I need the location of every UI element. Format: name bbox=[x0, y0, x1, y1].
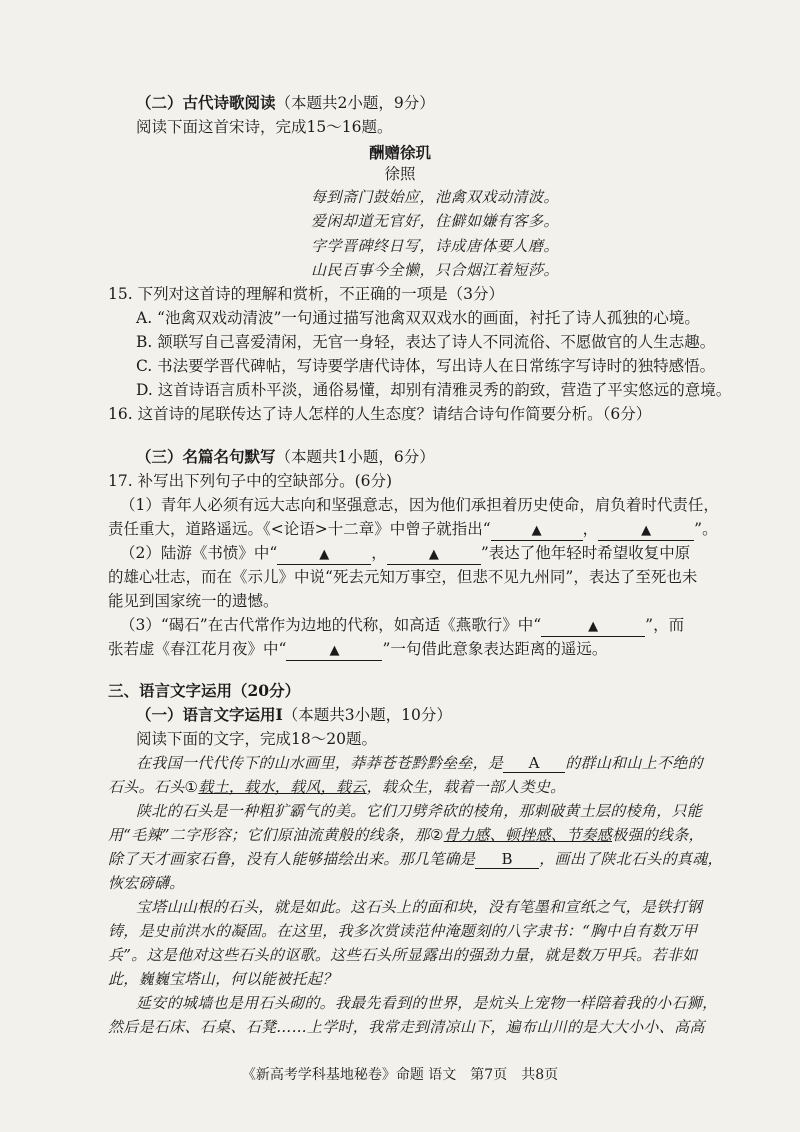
answer-blank[interactable] bbox=[277, 544, 371, 565]
text-run: ，载众生，载着一部人类史。 bbox=[366, 778, 566, 796]
section-heading-note: （本题共3小题，10分） bbox=[282, 706, 452, 724]
text-run: 张若虚《春江花月夜》中“ bbox=[108, 640, 287, 658]
answer-blank[interactable] bbox=[387, 544, 481, 565]
triangle-marker-icon: ▲ bbox=[531, 523, 542, 538]
section-heading-note: （本题共2小题，9分） bbox=[275, 94, 435, 112]
question-17-part2-line1 bbox=[120, 543, 690, 565]
underlined-phrase-1: 载土，载水，载风，载云 bbox=[198, 778, 367, 796]
triangle-marker-icon: ▲ bbox=[319, 547, 330, 562]
poem-line: 每到斋门鼓始应，池禽双戏动清波。 bbox=[311, 188, 560, 206]
passage-line: 宝塔山山根的石头，就是如此。这石头上的面和块，没有笔墨和宣纸之气，是铁打钢 bbox=[136, 898, 703, 916]
passage-line: 兵”。这是他对这些石头的讴歌。这些石头所显露出的强劲力量，就是数万甲兵。若非如 bbox=[108, 946, 698, 964]
question-17-part2-line3: 能见到国家统一的遗憾。 bbox=[108, 592, 279, 610]
text-run: （3）“碣石”在古代常作为边地的代称，如高适《燕歌行》中“ bbox=[120, 616, 542, 634]
poem-author: 徐照 bbox=[384, 165, 416, 183]
passage-line bbox=[136, 753, 703, 773]
question-17-part2-line2: 的雄心壮志，而在《示儿》中说“死去元知万事空，但悲不见九州同”，表达了至死也未 bbox=[108, 568, 698, 586]
page-footer: 《新高考学科基地秘卷》命题 语文 第7页 共8页 bbox=[241, 1067, 559, 1083]
text-run: 除了天才画家石鲁，没有人能够描绘出来。那几笔确是 bbox=[108, 850, 476, 868]
question-17-part1-line2 bbox=[108, 519, 718, 541]
question-17-part1-line1: （1）青年人必须有远大志向和坚强意志，因为他们承担着历史使命，肩负着时代责任， bbox=[120, 496, 719, 514]
passage-line bbox=[108, 849, 723, 869]
text-run: ， bbox=[371, 544, 387, 562]
underlined-phrase-2: 骨力感、顿挫感、节奏感 bbox=[443, 826, 613, 844]
part-heading-language-use: 三、语言文字运用（20分） bbox=[108, 681, 301, 700]
text-run: ”，而 bbox=[645, 616, 685, 634]
section-heading-recitation bbox=[136, 447, 435, 467]
question-17-stem: 17. 补写出下列句子中的空缺部分。(6分) bbox=[108, 472, 393, 490]
text-run: （2）陆游《书愤》中“ bbox=[120, 544, 278, 562]
text-run: 极强的线条， bbox=[612, 826, 704, 844]
question-17-part3-line2 bbox=[108, 639, 607, 661]
text-run: ，画出了陕北石头的真魂， bbox=[539, 850, 723, 868]
poem-line: 山民百事今全懒，只合烟江着短莎。 bbox=[311, 261, 560, 279]
text-run: 的群山和山上不绝的 bbox=[565, 754, 703, 772]
triangle-marker-icon: ▲ bbox=[588, 619, 599, 634]
section-heading-text: （一）语言文字运用Ⅰ bbox=[136, 705, 283, 724]
question-15-option-b: B. 颔联写自己喜爱清闲，无官一身轻，表达了诗人不同流俗、不愿做官的人生志趣。 bbox=[136, 333, 716, 351]
question-17-part3-line1 bbox=[120, 615, 684, 637]
circled-number-marker: ① bbox=[184, 778, 199, 796]
text-run: ”一句借此意象表达距离的遥远。 bbox=[382, 640, 608, 658]
passage-line: 然后是石床、石桌、石凳……上学时，我常走到清凉山下，遍布山川的是大大小小、高高 bbox=[108, 1018, 705, 1036]
triangle-marker-icon: ▲ bbox=[428, 547, 439, 562]
section-heading-text: （二）古代诗歌阅读 bbox=[136, 93, 276, 112]
section-heading-text: （三）名篇名句默写 bbox=[136, 447, 276, 466]
poem-line: 字学晋碑终日写，诗成唐体要人磨。 bbox=[311, 237, 560, 255]
sub-heading-language-use-1 bbox=[136, 705, 452, 725]
question-15-option-a: A. “池禽双戏动清波”一句通过描写池禽双双戏水的画面，衬托了诗人孤独的心境。 bbox=[136, 309, 700, 327]
text-run: 石头。石头 bbox=[108, 778, 185, 796]
passage-line bbox=[108, 777, 565, 797]
answer-blank[interactable] bbox=[491, 520, 583, 541]
question-16-stem: 16. 这首诗的尾联传达了诗人怎样的人生态度？请结合诗句作简要分析。（6分） bbox=[108, 405, 652, 423]
text-run: ”。 bbox=[694, 520, 718, 538]
section-heading-note: （本题共1小题，6分） bbox=[275, 448, 435, 466]
triangle-marker-icon: ▲ bbox=[641, 523, 652, 538]
text-run: ”表达了他年轻时希望收复中原 bbox=[480, 544, 691, 562]
question-15-option-d: D. 这首诗语言质朴平淡，通俗易懂，却别有清雅灵秀的韵致，营造了平实悠远的意境。 bbox=[136, 381, 732, 399]
question-15-option-c: C. 书法要学晋代碑帖，写诗要学唐代诗体，写出诗人在日常练字写诗时的独特感悟。 bbox=[136, 357, 716, 375]
text-run: 责任重大，道路遥远。《<论语>十二章》中曾子就指出“ bbox=[108, 520, 491, 538]
poem-title: 酬赠徐玑 bbox=[368, 144, 431, 162]
passage-line: 铸，是史前洪水的凝固。在这里，我多次赏读范仲淹题刻的八字隶书：“胸中自有数万甲 bbox=[108, 922, 698, 940]
triangle-marker-icon: ▲ bbox=[329, 643, 340, 658]
answer-blank[interactable] bbox=[541, 616, 645, 637]
passage-line: 恢宏磅礴。 bbox=[108, 874, 185, 892]
circled-number-marker: ② bbox=[429, 826, 444, 844]
reading-instruction: 阅读下面的文字，完成18～20题。 bbox=[136, 730, 377, 748]
passage-line bbox=[108, 825, 704, 845]
section-instruction: 阅读下面这首宋诗，完成15～16题。 bbox=[136, 118, 393, 136]
passage-line: 此，巍巍宝塔山，何以能被托起？ bbox=[108, 970, 338, 988]
answer-blank[interactable] bbox=[286, 640, 382, 661]
text-run: 在我国一代代传下的山水画里，莽莽苍苍黔黔垒垒，是 bbox=[136, 754, 504, 772]
text-run: 用“毛辣”二字形容；它们原油流黄般的线条，那 bbox=[108, 826, 430, 844]
blank-a[interactable]: A bbox=[503, 754, 565, 773]
question-15-stem: 15. 下列对这首诗的理解和赏析，不正确的一项是（3分） bbox=[108, 285, 504, 303]
answer-blank[interactable] bbox=[598, 520, 694, 541]
passage-line: 延安的城墙也是用石头砌的。我最先看到的世界，是炕头上宠物一样陪着我的小石狮， bbox=[136, 994, 718, 1012]
passage-line: 陕北的石头是一种粗犷霸气的美。它们刀劈斧砍的棱角，那刺破黄土层的棱角，只能 bbox=[136, 802, 703, 820]
text-run: ， bbox=[582, 520, 599, 538]
section-heading-poetry bbox=[136, 93, 435, 113]
blank-b[interactable]: B bbox=[475, 850, 539, 869]
poem-line: 爱闲却道无官好，住僻如嫌有客多。 bbox=[311, 212, 560, 230]
